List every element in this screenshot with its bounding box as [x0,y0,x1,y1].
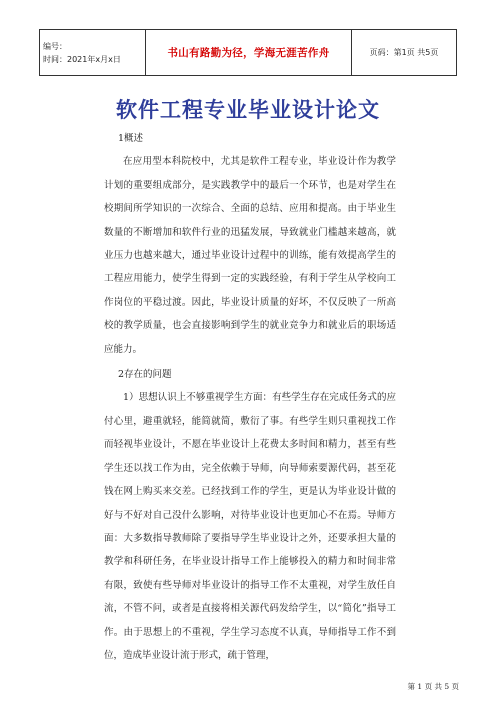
section-1-heading: 1概述 [118,133,144,144]
header-meta-cell [40,30,146,75]
section-2-paragraph: 1）思想认识上不够重视学生方面：有些学生存在完成任务式的应付心里，避重就轻，能简就简，敷衍了事。有些学生则只重视找工作而轻视毕业设计，不愿在毕业设计上花费太多时间和精力，甚至有些学生还以找工作为由，完全依赖于导师，向导师索要源代码，甚至花钱在网上购买来交差。已经找到工作的学生，更是认为毕业设计做的好与不好对自己没什么影响，对待毕业设计也更加心不在焉。导师方面：大多数指导教师除了要指导学生毕业设计之外，还要承担大量的教学和科研任务，在毕业设计指导工作上能够投入的精力和时间非常有限，致使有些导师对毕业设计的指导工作不太重视，对学生放任自流，不管不问，或者是直接将相关源代码发给学生，以“简化”指导工作。由于思想上的不重视，学生学习态度不认真，导师指导工作不到位，造成毕业设计流于形式，疏于管理， [104,392,396,661]
page-footer: 第 1 页 共 5 页 [407,682,459,691]
document-date: 时间：2021年x月x日 [43,54,121,64]
page-header-table [39,29,457,76]
document-body [104,127,396,667]
header-motto-cell [146,30,352,75]
header-motto: 书山有路勤为径，学海无涯苦作舟 [167,47,330,59]
header-page-cell [352,30,456,75]
header-page-info: 页码：第1页 共5页 [369,48,439,57]
section-1-paragraph: 在应用型本科院校中，尤其是软件工程专业，毕业设计作为教学计划的重要组成部分，是实践教学中的最后一个环节，也是对学生在校期间所学知识的一次综合、全面的总结、应用和提高。由于毕业生数量的不断增加和软件行业的迅猛发展，导致就业门槛越来越高，就业压力也越来越大，通过毕业设计过程中的训练，能有效提高学生的工程应用能力，使学生得到一定的实践经验，有利于学生从学校向工作岗位的平稳过渡。因此，毕业设计质量的好坏，不仅反映了一所高校的教学质量，也会直接影响到学生的就业竞争力和就业后的职场适应能力。 [104,156,396,355]
document-number-label: 编号： [43,41,67,51]
section-2-heading: 2存在的问题 [118,369,172,381]
document-title: 软件工程专业毕业设计论文 [116,98,380,122]
